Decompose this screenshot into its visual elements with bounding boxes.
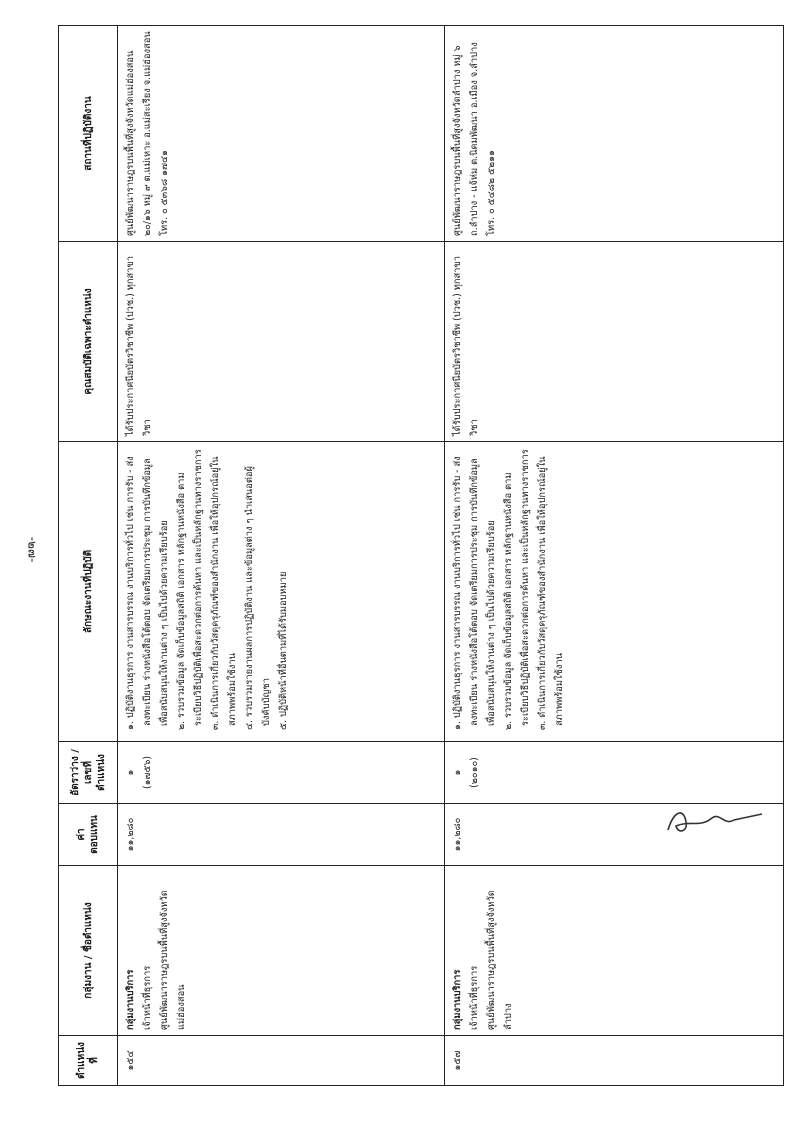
duty-item: ๓. ดำเนินการเกี่ยวกับวัสดุครุภัณฑ์ของสำนักงาน เพื่อให้อุปกรณ์อยู่ในสภาพพร้อมใช้งาน xyxy=(210,456,238,730)
header-vacancy: อัตราว่าง / เลขที่ตำแหน่ง xyxy=(59,742,118,804)
table-row xyxy=(445,26,784,1086)
row-vacancy: ๑ xyxy=(125,769,136,776)
header-position: กลุ่มงาน / ชื่อตำแหน่ง xyxy=(59,866,118,1036)
duty-item: ๒. รวบรวมข้อมูล จัดเก็บข้อมูลสถิติ เอกสาร หลักฐานหนังสือ ตามระเบียบวิธีปฏิบัติเพื่อสะดวกต่อการค้นหา และเป็นหลักฐานทางราชการ xyxy=(503,449,531,730)
duty-item: ๓. ดำเนินการเกี่ยวกับวัสดุครุภัณฑ์ของสำนักงาน เพื่อให้อุปกรณ์อยู่ในสภาพพร้อมใช้งาน xyxy=(537,456,565,730)
header-duties: ลักษณะงานที่ปฏิบัติ xyxy=(59,442,118,742)
signature xyxy=(660,800,770,840)
duty-item: ๔. รวบรวมรายงานผลการปฏิบัติงาน และข้อมูลต่าง ๆ นำเสนอต่อผู้บังคับบัญชา xyxy=(244,466,272,730)
row-slot: (๒๐๑๐) xyxy=(469,757,480,788)
row-group: กลุ่มงานบริการ xyxy=(452,969,463,1030)
row-position-cell xyxy=(445,866,784,1036)
row-unit: ศูนย์พัฒนาราษฎรบนพื้นที่สูงจังหวัดลำปาง xyxy=(486,890,514,1030)
row-pay: ๑๑,๒๘๐ xyxy=(118,804,445,866)
row-slot: (๑๗๕๖) xyxy=(142,755,153,790)
page-number: -๒๗- xyxy=(25,536,40,563)
header-pay: ค่าตอบแทน xyxy=(59,804,118,866)
row-location: ศูนย์พัฒนาราษฎรบนพื้นที่สูงจังหวัดแม่ฮ่องสอน ๒๐/๑๖ หมู่ ๙ ต.แม่เหาะ อ.แม่สะเรียง จ.แม่ฮ่องสอน โทร. ๐ ๕๓๖๘ ๑๗๔๑ xyxy=(118,26,445,242)
duty-item: ๑. ปฏิบัติงานธุรการ งานสารบรรณ งานบริการทั่วไป เช่น การรับ - ส่ง ลงทะเบียน ร่างหนังสือโต้ตอบ จัดเตรียมการประชุม การบันทึกข้อมูล เพื่อสนับสนุนให้งานต่าง ๆ เป็นไปด้วยความเรียบร้อย xyxy=(125,456,170,730)
duty-item: ๑. ปฏิบัติงานธุรการ งานสารบรรณ งานบริการทั่วไป เช่น การรับ - ส่ง ลงทะเบียน ร่างหนังสือโต้ตอบ จัดเตรียมการประชุม การบันทึกข้อมูล เพื่อสนับสนุนให้งานต่าง ๆ เป็นไปด้วยความเรียบร้อย xyxy=(452,456,497,730)
row-pay: ๑๑,๒๘๐ xyxy=(445,804,784,866)
row-vacancy-cell xyxy=(118,742,445,804)
row-position: เจ้าหน้าที่ธุรการ xyxy=(142,965,153,1030)
row-no: ๑๕๗ xyxy=(445,1036,784,1086)
header-no: ตำแหน่งที่ xyxy=(59,1036,118,1086)
duty-item: ๕. ปฏิบัติหน้าที่อื่นตามที่ได้รับมอบหมาย xyxy=(278,571,289,730)
row-vacancy-cell xyxy=(445,742,784,804)
row-location: ศูนย์พัฒนาราษฎรบนพื้นที่สูงจังหวัดลำปาง หมู่ ๖ ถ.ลำปาง - แจ้ห่ม ต.นิคมพัฒนา อ.เมือง จ.ลำปาง โทร. ๐ ๕๔๘๒ ๕๒๑๑ xyxy=(445,26,784,242)
row-unit: ศูนย์พัฒนาราษฎรบนพื้นที่สูงจังหวัดแม่ฮ่องสอน xyxy=(159,890,187,1030)
header-location: สถานที่ปฏิบัติงาน xyxy=(59,26,118,242)
row-qualification: ได้รับประกาศนียบัตรวิชาชีพ (ปวช.) ทุกสาขาวิชา xyxy=(118,242,445,442)
table-row xyxy=(118,26,445,1086)
row-qualification: ได้รับประกาศนียบัตรวิชาชีพ (ปวช.) ทุกสาขาวิชา xyxy=(445,242,784,442)
duty-item: ๒. รวบรวมข้อมูล จัดเก็บข้อมูลสถิติ เอกสาร หลักฐานหนังสือ ตามระเบียบวิธีปฏิบัติเพื่อสะดวกต่อการค้นหา และเป็นหลักฐานทางราชการ xyxy=(176,449,204,730)
row-position-cell xyxy=(118,866,445,1036)
row-no: ๑๕๔ xyxy=(118,1036,445,1086)
positions-table-rotated xyxy=(58,26,783,1086)
row-vacancy: ๑ xyxy=(452,769,463,776)
table-header-row xyxy=(59,26,118,1086)
header-qualification: คุณสมบัติเฉพาะตำแหน่ง xyxy=(59,242,118,442)
row-duties xyxy=(118,442,445,742)
positions-table xyxy=(58,25,784,1086)
row-duties xyxy=(445,442,784,742)
row-group: กลุ่มงานบริการ xyxy=(125,969,136,1030)
row-position: เจ้าหน้าที่ธุรการ xyxy=(469,965,480,1030)
